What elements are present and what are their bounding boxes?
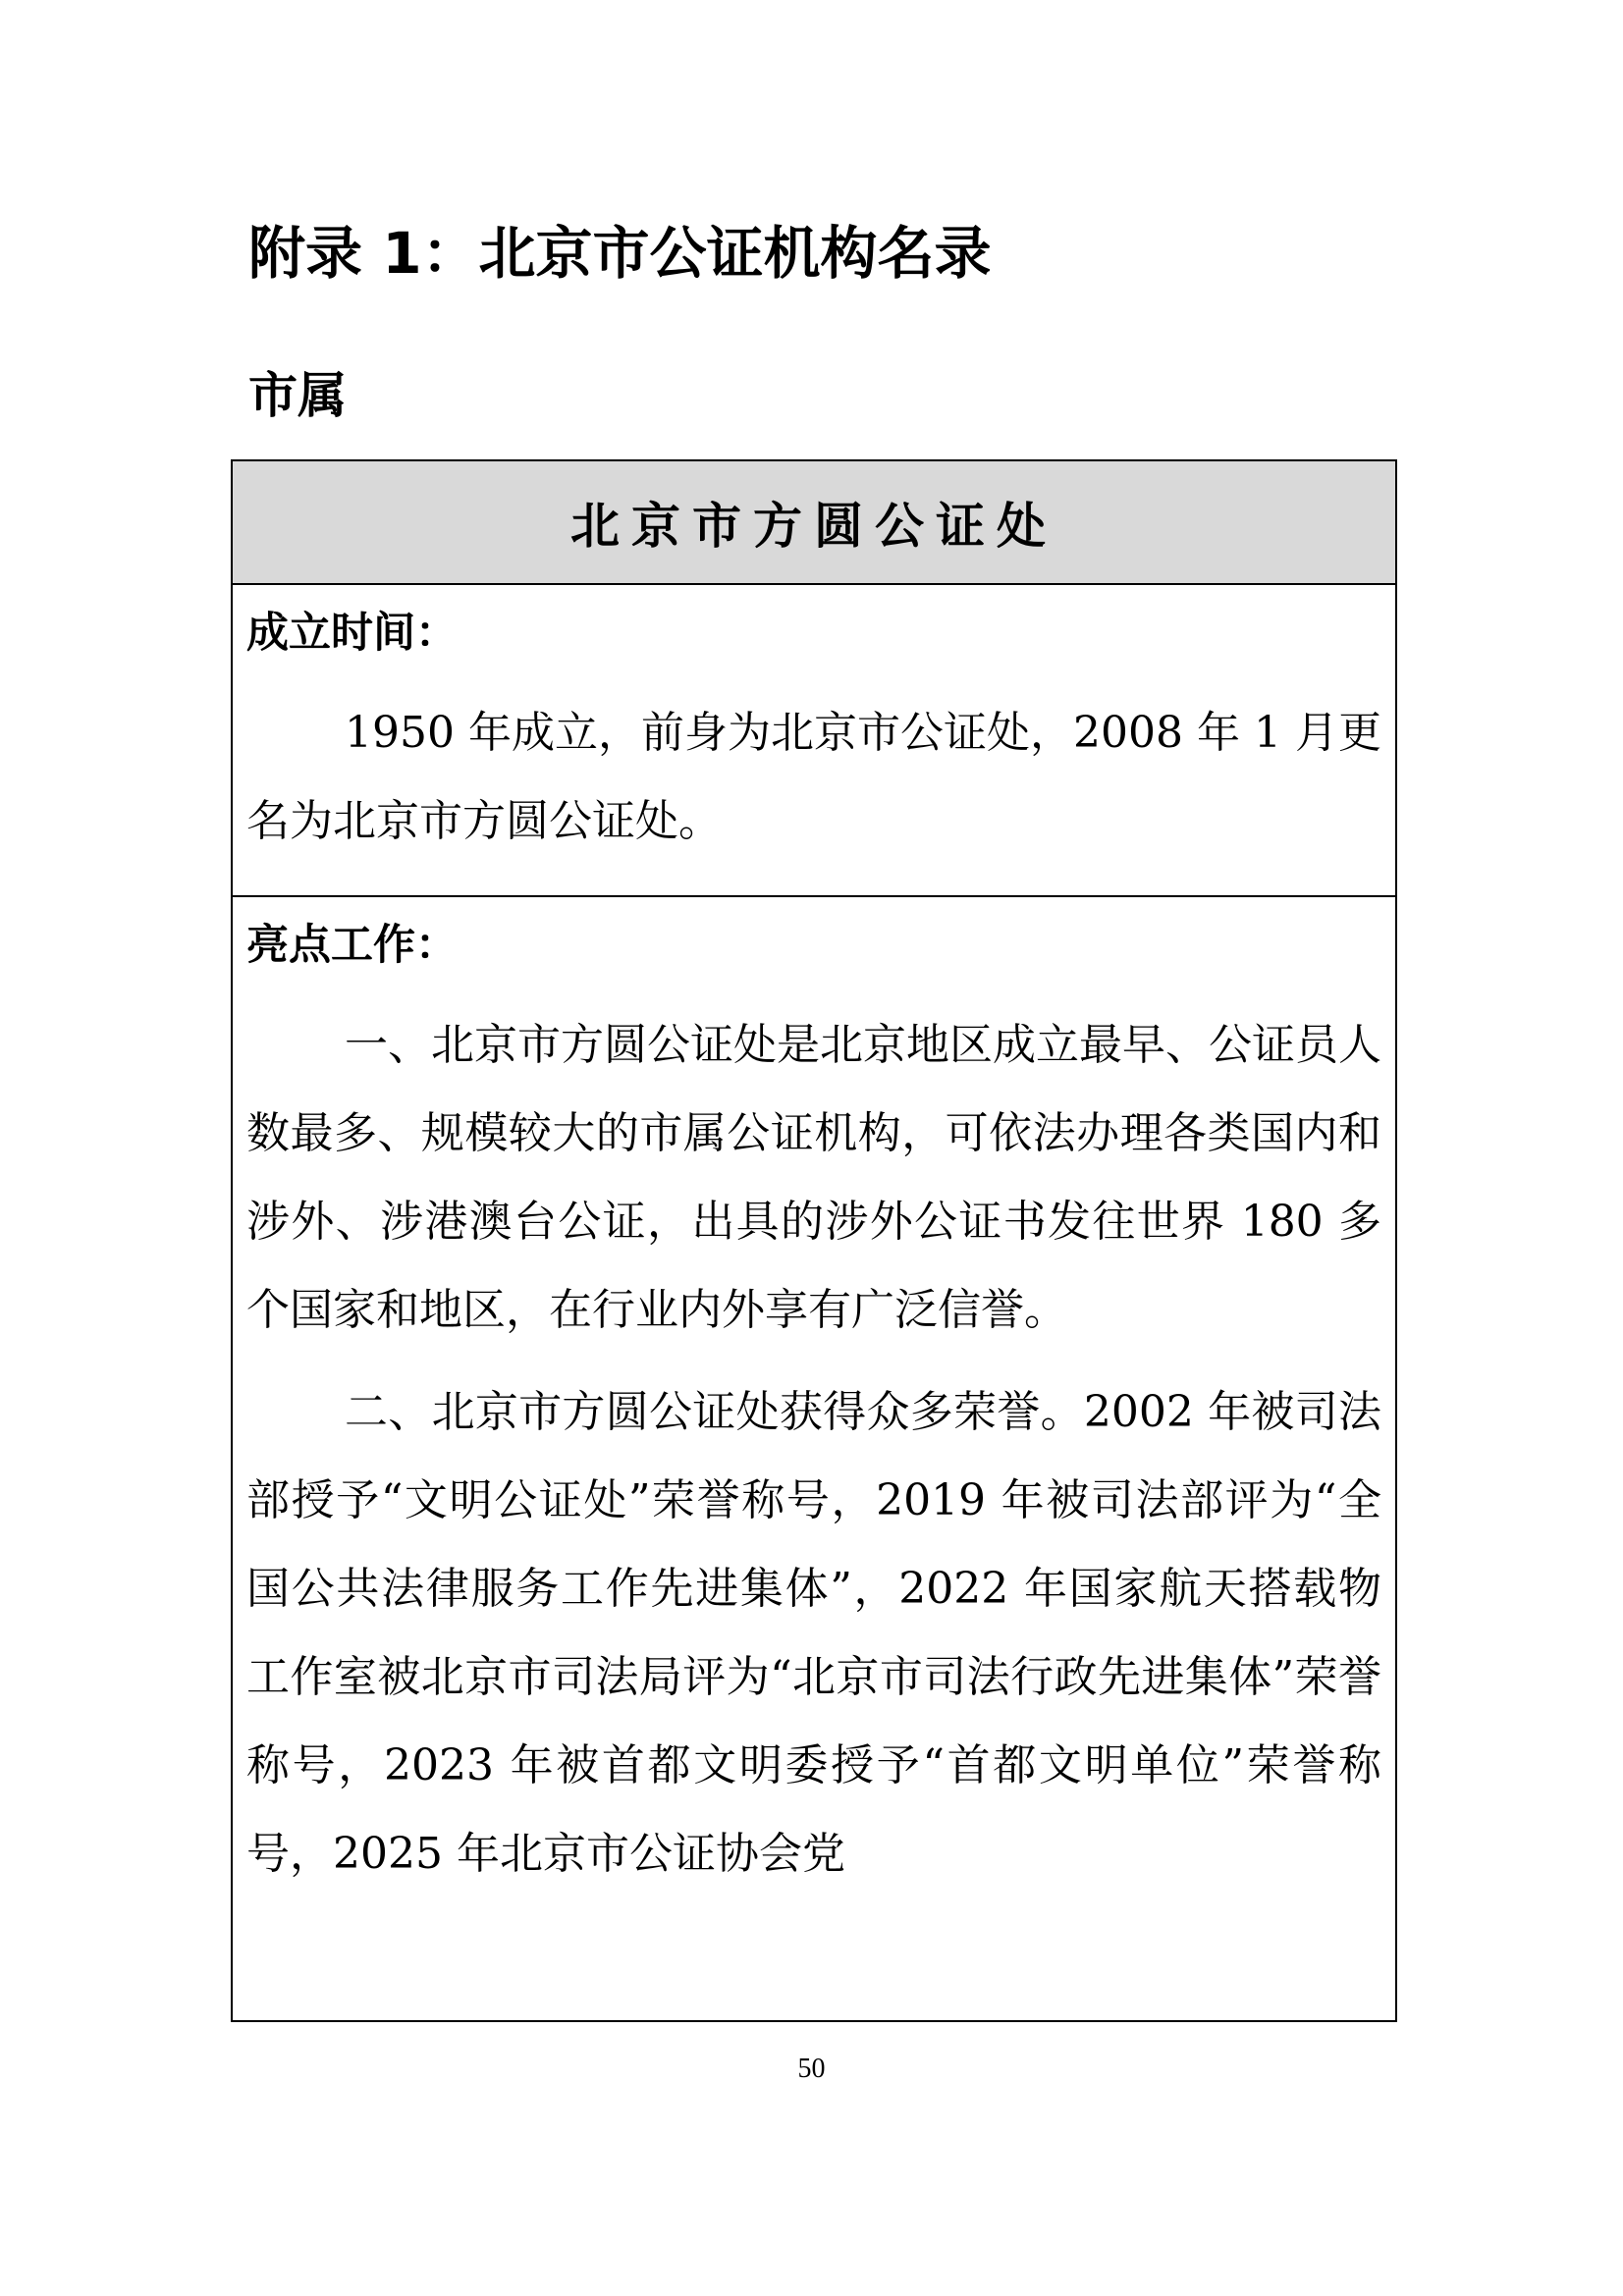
founded-text: 1950 年成立，前身为北京市公证处，2008 年 1 月更名为北京市方圆公证处。 (246, 708, 1381, 846)
organization-table (231, 459, 1397, 2022)
founded-cell (233, 585, 1395, 897)
page-number: 50 (797, 2054, 826, 2084)
highlights-paragraph-1: 一、北京市方圆公证处是北京地区成立最早、公证员人数最多、规模较大的市属公证机构，可依法办理各类国内和涉外、涉港澳台公证，出具的涉外公证书发往世界 180 多个国家和地区，在行业内外享有广泛信誉。 (246, 1020, 1381, 1335)
section-title: 市属 (248, 367, 347, 424)
organization-name: 北京市方圆公证处 (233, 461, 1395, 585)
highlights-paragraph-2: 二、北京市方圆公证处获得众多荣誉。2002 年被司法部授予“文明公证处”荣誉称号，2019 年被司法部评为“全国公共法律服务工作先进集体”，2022 年国家航天搭载物工作室被北京市司法局评为“北京市司法行政先进集体”荣誉称号，2023 年被首都文明委授予“首都文明单位”荣誉称号，2025 年北京市公证协会党 (246, 1387, 1381, 1879)
page-title: 附录 1：北京市公证机构名录 (248, 220, 992, 287)
founded-label: 成立时间： (246, 609, 458, 658)
highlights-cell (233, 897, 1395, 1898)
highlights-label: 亮点工作： (246, 921, 458, 970)
